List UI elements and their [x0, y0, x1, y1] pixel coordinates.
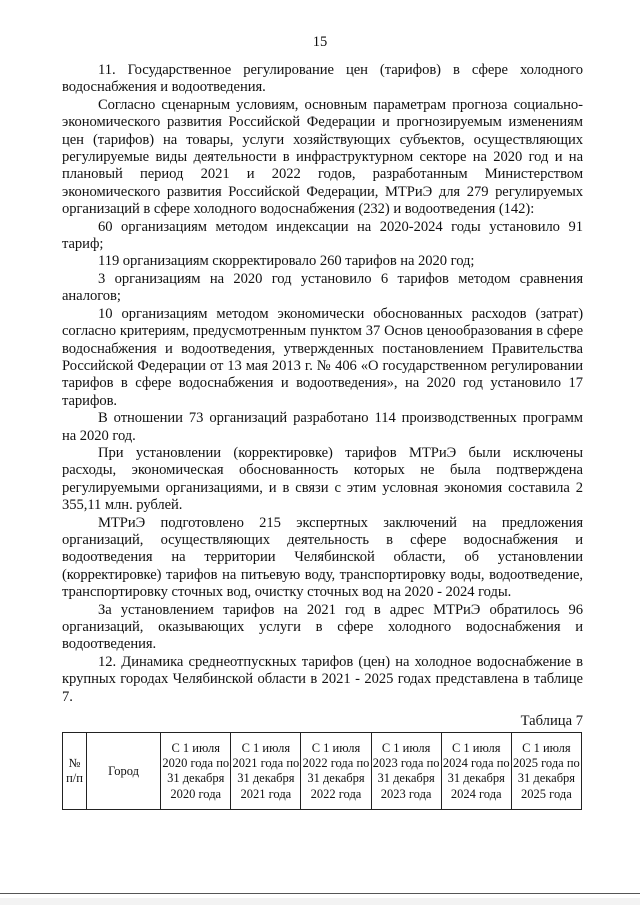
- header-number: № п/п: [63, 733, 87, 810]
- page-number: 15: [312, 34, 328, 50]
- header-period-2020: С 1 июля 2020 года по 31 декабря 2020 года: [161, 733, 231, 810]
- tariff-table: [62, 732, 582, 810]
- paragraph-indexation: 60 организациям методом индексации на 2020-2024 годы установило 91 тариф;: [62, 218, 583, 253]
- paragraph-adjusted-tariffs: 119 организациям скорректировало 260 тарифов на 2020 год;: [98, 253, 475, 270]
- header-period-2023: С 1 июля 2023 года по 31 декабря 2023 года: [371, 733, 441, 810]
- header-period-2022: С 1 июля 2022 года по 31 декабря 2022 года: [301, 733, 371, 810]
- table-caption: Таблица 7: [520, 713, 583, 730]
- table-header-row: [63, 733, 582, 810]
- header-period-2021: С 1 июля 2021 года по 31 декабря 2021 года: [231, 733, 301, 810]
- section-12-heading: 12. Динамика среднеотпускных тарифов (цен) на холодное водоснабжение в крупных городах Челябинской области в 2021 - 2025 годах представлена в таблице 7.: [62, 653, 583, 705]
- header-period-2025: С 1 июля 2025 года по 31 декабря 2025 года: [511, 733, 581, 810]
- paragraph-scenario-conditions: Согласно сценарным условиям, основным параметрам прогноза социально-экономического развития Российской Федерации и прогнозируемым изменениям цен (тарифов) на товары, услуги хозяйствующих субъектов, осуществляющих регулируемые виды деятельности в инфраструктурном секторе на 2020 год и на плановый период 2021 и 2022 годов, разработанным Министерством экономического развития Российской Федерации, МТРиЭ для 279 регулируемых организаций в сфере холодного водоснабжения (232) и водоотведения (142):: [62, 96, 583, 218]
- scan-edge-line: [0, 893, 640, 894]
- paragraph-expert-conclusions: МТРиЭ подготовлено 215 экспертных заключений на предложения организаций, осуществляющих деятельность в сфере водоснабжения и водоотведения на территории Челябинской области, об установлении (корректировке) тарифов на питьевую воду, транспортировку воды, водоотведение, транспортировку сточных вод, очистку сточных вод на 2020 - 2024 годы.: [62, 514, 583, 601]
- paragraph-excluded-expenses: При установлении (корректировке) тарифов МТРиЭ были исключены расходы, экономическая обоснованность которых не была подтверждена регулируемыми организациями, и в связи с этим условная экономия составила 2 355,11 млн. рублей.: [62, 444, 583, 514]
- paragraph-2021-applications: За установлением тарифов на 2021 год в адрес МТРиЭ обратилось 96 организаций, оказывающих услуги в сфере холодного водоснабжения и водоотведения.: [62, 601, 583, 653]
- scan-edge-shadow: [0, 898, 640, 905]
- section-11-heading: 11. Государственное регулирование цен (тарифов) в сфере холодного водоснабжения и водоотведения.: [62, 62, 583, 96]
- paragraph-comparison-method: 3 организациям на 2020 год установило 6 тарифов методом сравнения аналогов;: [62, 270, 583, 305]
- header-city: Город: [87, 733, 161, 810]
- paragraph-cost-method: 10 организациям методом экономически обоснованных расходов (затрат) согласно критериям, предусмотренным пунктом 37 Основ ценообразования в сфере водоснабжения и водоотведения, утвержденных постановлением Правительства Российской Федерации от 13 мая 2013 г. № 406 «О государственном регулировании тарифов в сфере водоснабжения и водоотведения», на 2020 год установило 17 тарифов.: [62, 305, 583, 409]
- paragraph-production-programs: В отношении 73 организаций разработано 114 производственных программ на 2020 год.: [62, 410, 583, 444]
- header-period-2024: С 1 июля 2024 года по 31 декабря 2024 года: [441, 733, 511, 810]
- document-body: [62, 62, 583, 810]
